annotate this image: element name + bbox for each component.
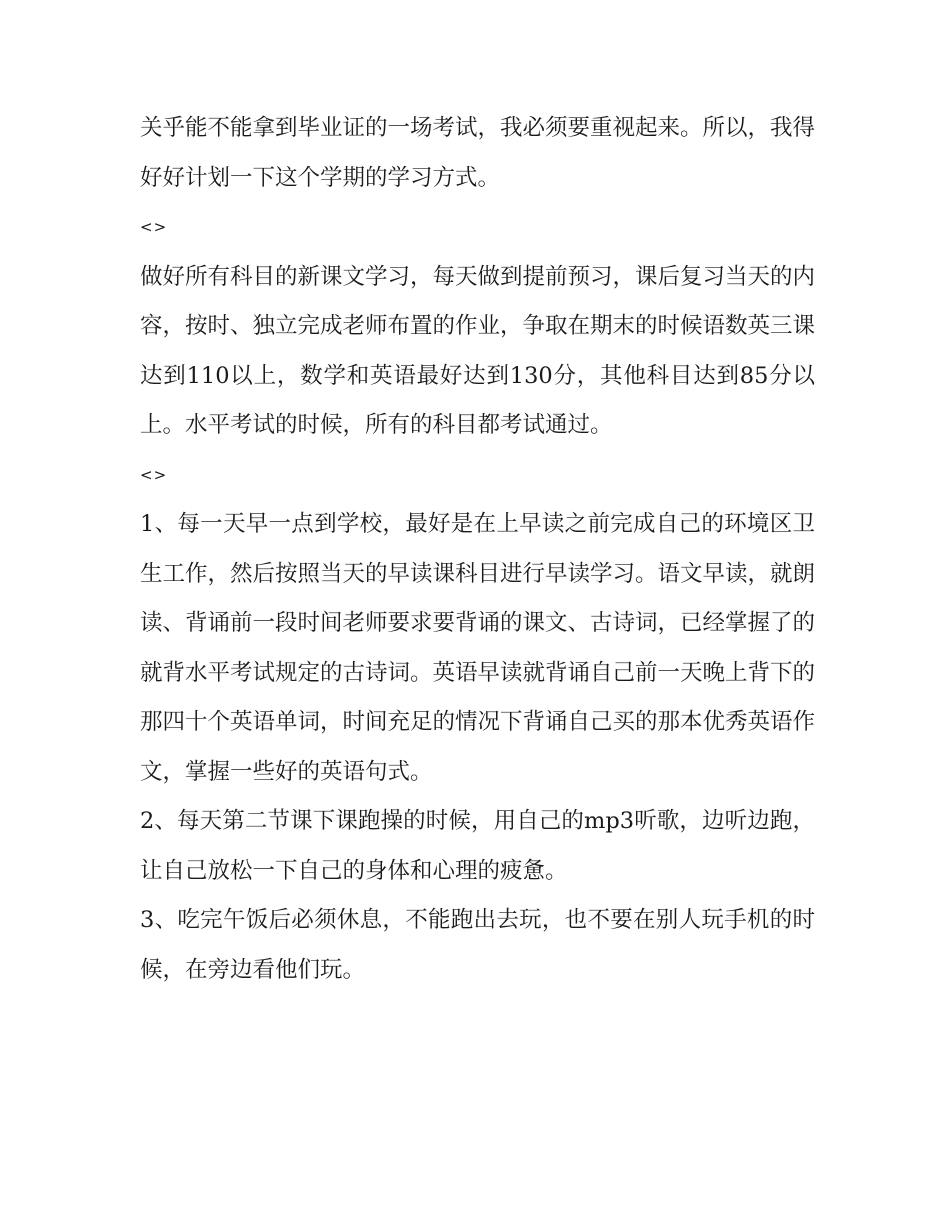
separator-mark: <> (140, 465, 168, 484)
paragraph-intro: 关乎能不能拿到毕业证的一场考试，我必须要重视起来。所以，我得好好计划一下这个学期的学习方式。 (140, 115, 816, 191)
document-body (140, 104, 815, 995)
list-item-2: 2、每天第二节课下课跑操的时候，用自己的mp3听歌，边听边跑，让自己放松一下自己的身体和心理的疲惫。 (140, 808, 815, 884)
list-item-1: 1、每一天早一点到学校，最好是在上早读之前完成自己的环境区卫生工作，然后按照当天的早读课科目进行早读学习。语文早读，就朗读、背诵前一段时间老师要求要背诵的课文、古诗词，已经掌握了的就背水平考试规定的古诗词。英语早读就背诵自己前一天晚上背下的那四十个英语单词，时间充足的情况下背诵自己买的那本优秀英语作文，掌握一些好的英语句式。 (140, 511, 816, 785)
separator-mark: <> (140, 218, 168, 236)
paragraph-goals: 做好所有科目的新课文学习，每天做到提前预习，课后复习当天的内容，按时、独立完成老师布置的作业，争取在期末的时候语数英三课达到110以上，数学和英语最好达到130分，其他科目达到85分以上。水平考试的时候，所有的科目都考试通过。 (140, 263, 816, 438)
list-item-3: 3、吃完午饭后必须休息，不能跑出去玩，也不要在别人玩手机的时候，在旁边看他们玩。 (140, 907, 815, 983)
